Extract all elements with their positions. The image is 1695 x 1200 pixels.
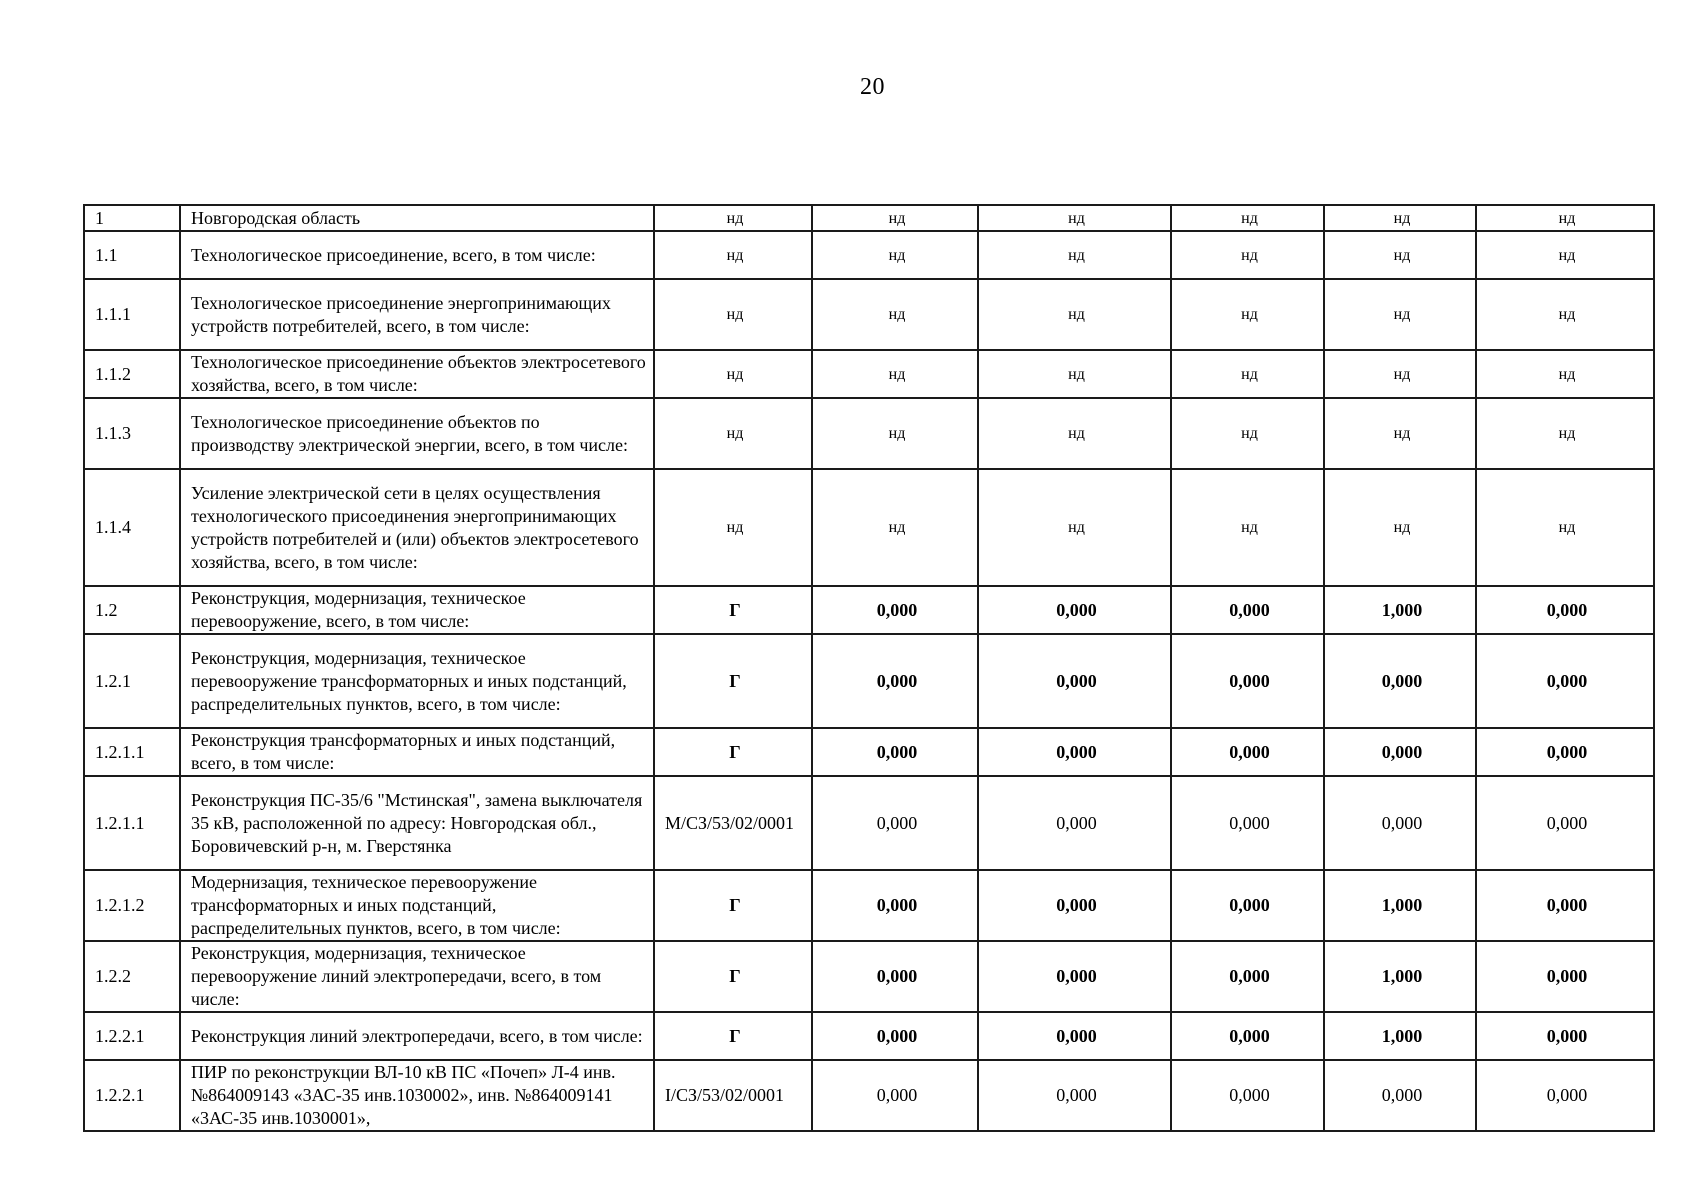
row-value-cell: 0,000 (1324, 776, 1476, 870)
row-value-cell: нд (812, 398, 978, 469)
row-value-cell: 0,000 (1476, 776, 1654, 870)
row-name-cell: Технологическое присоединение энергопринимающих устройств потребителей, всего, в том числе: (180, 279, 654, 350)
row-value-cell: 0,000 (1171, 1012, 1324, 1060)
row-value-cell: нд (812, 469, 978, 586)
row-code-cell: 1 (84, 205, 180, 231)
row-value-cell: нд (1324, 279, 1476, 350)
row-identifier-cell: нд (654, 279, 812, 350)
row-value-cell: нд (978, 231, 1171, 279)
row-identifier-cell: Г (654, 941, 812, 1012)
row-value-cell: нд (1324, 350, 1476, 398)
row-value-cell: нд (1324, 205, 1476, 231)
table-row (84, 941, 1654, 1012)
row-identifier-cell: Г (654, 586, 812, 634)
row-identifier-cell: Г (654, 870, 812, 941)
table-row (84, 231, 1654, 279)
row-code-cell: 1.2.1.2 (84, 870, 180, 941)
table-row (84, 634, 1654, 728)
row-value-cell: 0,000 (1476, 634, 1654, 728)
row-code-cell: 1.2.1 (84, 634, 180, 728)
row-value-cell: 0,000 (1171, 870, 1324, 941)
row-value-cell: нд (1476, 205, 1654, 231)
table-body (84, 205, 1654, 1131)
row-identifier-cell: I/СЗ/53/02/0001 (654, 1060, 812, 1131)
row-identifier-cell: нд (654, 205, 812, 231)
row-value-cell: нд (1171, 279, 1324, 350)
table-row (84, 350, 1654, 398)
row-value-cell: нд (1324, 398, 1476, 469)
row-identifier-cell: нд (654, 469, 812, 586)
row-code-cell: 1.2.1.1 (84, 728, 180, 776)
row-value-cell: нд (1171, 398, 1324, 469)
row-name-cell: Реконструкция ПС-35/6 "Мстинская", замена выключателя 35 кВ, расположенной по адресу: Новгородская обл., Боровичевский р-н, м. Гверстянка (180, 776, 654, 870)
row-value-cell: 0,000 (978, 634, 1171, 728)
row-value-cell: нд (1324, 469, 1476, 586)
row-value-cell: 0,000 (1171, 1060, 1324, 1131)
row-value-cell: 0,000 (1476, 728, 1654, 776)
row-value-cell: 0,000 (1171, 728, 1324, 776)
row-value-cell: нд (1476, 279, 1654, 350)
row-value-cell: нд (978, 469, 1171, 586)
row-value-cell: нд (978, 350, 1171, 398)
row-value-cell: нд (1171, 205, 1324, 231)
row-code-cell: 1.1.2 (84, 350, 180, 398)
investment-program-table (83, 204, 1655, 1132)
row-name-cell: Модернизация, техническое перевооружение трансформаторных и иных подстанций, распределительных пунктов, всего, в том числе: (180, 870, 654, 941)
row-identifier-cell: Г (654, 728, 812, 776)
row-value-cell: нд (812, 205, 978, 231)
row-value-cell: 0,000 (812, 1060, 978, 1131)
row-value-cell: нд (812, 350, 978, 398)
row-value-cell: нд (1476, 398, 1654, 469)
table-row (84, 279, 1654, 350)
row-value-cell: 0,000 (812, 1012, 978, 1060)
row-code-cell: 1.1 (84, 231, 180, 279)
row-identifier-cell: M/СЗ/53/02/0001 (654, 776, 812, 870)
row-identifier-cell: Г (654, 1012, 812, 1060)
row-name-cell: Реконструкция линий электропередачи, всего, в том числе: (180, 1012, 654, 1060)
row-value-cell: 0,000 (812, 870, 978, 941)
row-name-cell: Новгородская область (180, 205, 654, 231)
row-identifier-cell: нд (654, 350, 812, 398)
row-value-cell: нд (1171, 350, 1324, 398)
row-value-cell: 0,000 (812, 634, 978, 728)
row-value-cell: 0,000 (978, 728, 1171, 776)
row-value-cell: нд (812, 279, 978, 350)
row-value-cell: 0,000 (1476, 586, 1654, 634)
row-code-cell: 1.2.2 (84, 941, 180, 1012)
row-value-cell: 0,000 (812, 586, 978, 634)
row-code-cell: 1.2.2.1 (84, 1060, 180, 1131)
row-code-cell: 1.1.3 (84, 398, 180, 469)
row-value-cell: нд (1171, 469, 1324, 586)
row-code-cell: 1.1.1 (84, 279, 180, 350)
row-value-cell: 0,000 (1476, 941, 1654, 1012)
row-value-cell: 0,000 (1171, 941, 1324, 1012)
row-code-cell: 1.2 (84, 586, 180, 634)
row-value-cell: 0,000 (1476, 870, 1654, 941)
row-name-cell: Реконструкция, модернизация, техническое перевооружение, всего, в том числе: (180, 586, 654, 634)
table-row (84, 398, 1654, 469)
row-name-cell: Технологическое присоединение, всего, в том числе: (180, 231, 654, 279)
row-value-cell: 0,000 (978, 1012, 1171, 1060)
row-identifier-cell: Г (654, 634, 812, 728)
table-row (84, 728, 1654, 776)
row-name-cell: Реконструкция, модернизация, техническое перевооружение линий электропередачи, всего, в том числе: (180, 941, 654, 1012)
row-name-cell: Реконструкция, модернизация, техническое перевооружение трансформаторных и иных подстанций, распределительных пунктов, всего, в том числе: (180, 634, 654, 728)
row-code-cell: 1.2.2.1 (84, 1012, 180, 1060)
row-value-cell: 1,000 (1324, 870, 1476, 941)
row-value-cell: нд (978, 205, 1171, 231)
table-row (84, 870, 1654, 941)
table-row (84, 469, 1654, 586)
row-value-cell: нд (1476, 231, 1654, 279)
table-row (84, 1012, 1654, 1060)
row-value-cell: 0,000 (978, 586, 1171, 634)
row-value-cell: нд (1476, 350, 1654, 398)
row-value-cell: 0,000 (978, 1060, 1171, 1131)
row-name-cell: Технологическое присоединение объектов электросетевого хозяйства, всего, в том числе: (180, 350, 654, 398)
row-value-cell: 0,000 (978, 941, 1171, 1012)
row-value-cell: 0,000 (1476, 1012, 1654, 1060)
row-value-cell: 0,000 (812, 728, 978, 776)
row-value-cell: нд (1324, 231, 1476, 279)
row-value-cell: нд (812, 231, 978, 279)
row-value-cell: нд (1171, 231, 1324, 279)
row-value-cell: 0,000 (1324, 634, 1476, 728)
row-value-cell: 1,000 (1324, 586, 1476, 634)
row-name-cell: Технологическое присоединение объектов по производству электрической энергии, всего, в том числе: (180, 398, 654, 469)
row-value-cell: 1,000 (1324, 1012, 1476, 1060)
table-row (84, 1060, 1654, 1131)
row-value-cell: 0,000 (978, 870, 1171, 941)
row-identifier-cell: нд (654, 398, 812, 469)
row-value-cell: 0,000 (1324, 728, 1476, 776)
row-name-cell: Реконструкция трансформаторных и иных подстанций, всего, в том числе: (180, 728, 654, 776)
row-value-cell: 0,000 (812, 776, 978, 870)
row-value-cell: 0,000 (1171, 634, 1324, 728)
row-value-cell: 0,000 (978, 776, 1171, 870)
table-row (84, 205, 1654, 231)
table-row (84, 586, 1654, 634)
row-code-cell: 1.2.1.1 (84, 776, 180, 870)
table-row (84, 776, 1654, 870)
row-name-cell: ПИР по реконструкции ВЛ-10 кВ ПС «Почеп» Л-4 инв. №864009143 «3АС-35 инв.1030002», инв. №864009141 «3АС-35 инв.1030001», (180, 1060, 654, 1131)
row-identifier-cell: нд (654, 231, 812, 279)
row-value-cell: 0,000 (1324, 1060, 1476, 1131)
row-code-cell: 1.1.4 (84, 469, 180, 586)
row-value-cell: 0,000 (1171, 586, 1324, 634)
row-value-cell: нд (978, 279, 1171, 350)
row-value-cell: нд (1476, 469, 1654, 586)
row-name-cell: Усиление электрической сети в целях осуществления технологического присоединения энергопринимающих устройств потребителей и (или) объектов электросетевого хозяйства, всего, в том числе: (180, 469, 654, 586)
row-value-cell: 0,000 (1171, 776, 1324, 870)
page-number: 20 (860, 74, 885, 100)
row-value-cell: 0,000 (812, 941, 978, 1012)
row-value-cell: 0,000 (1476, 1060, 1654, 1131)
row-value-cell: 1,000 (1324, 941, 1476, 1012)
row-value-cell: нд (978, 398, 1171, 469)
